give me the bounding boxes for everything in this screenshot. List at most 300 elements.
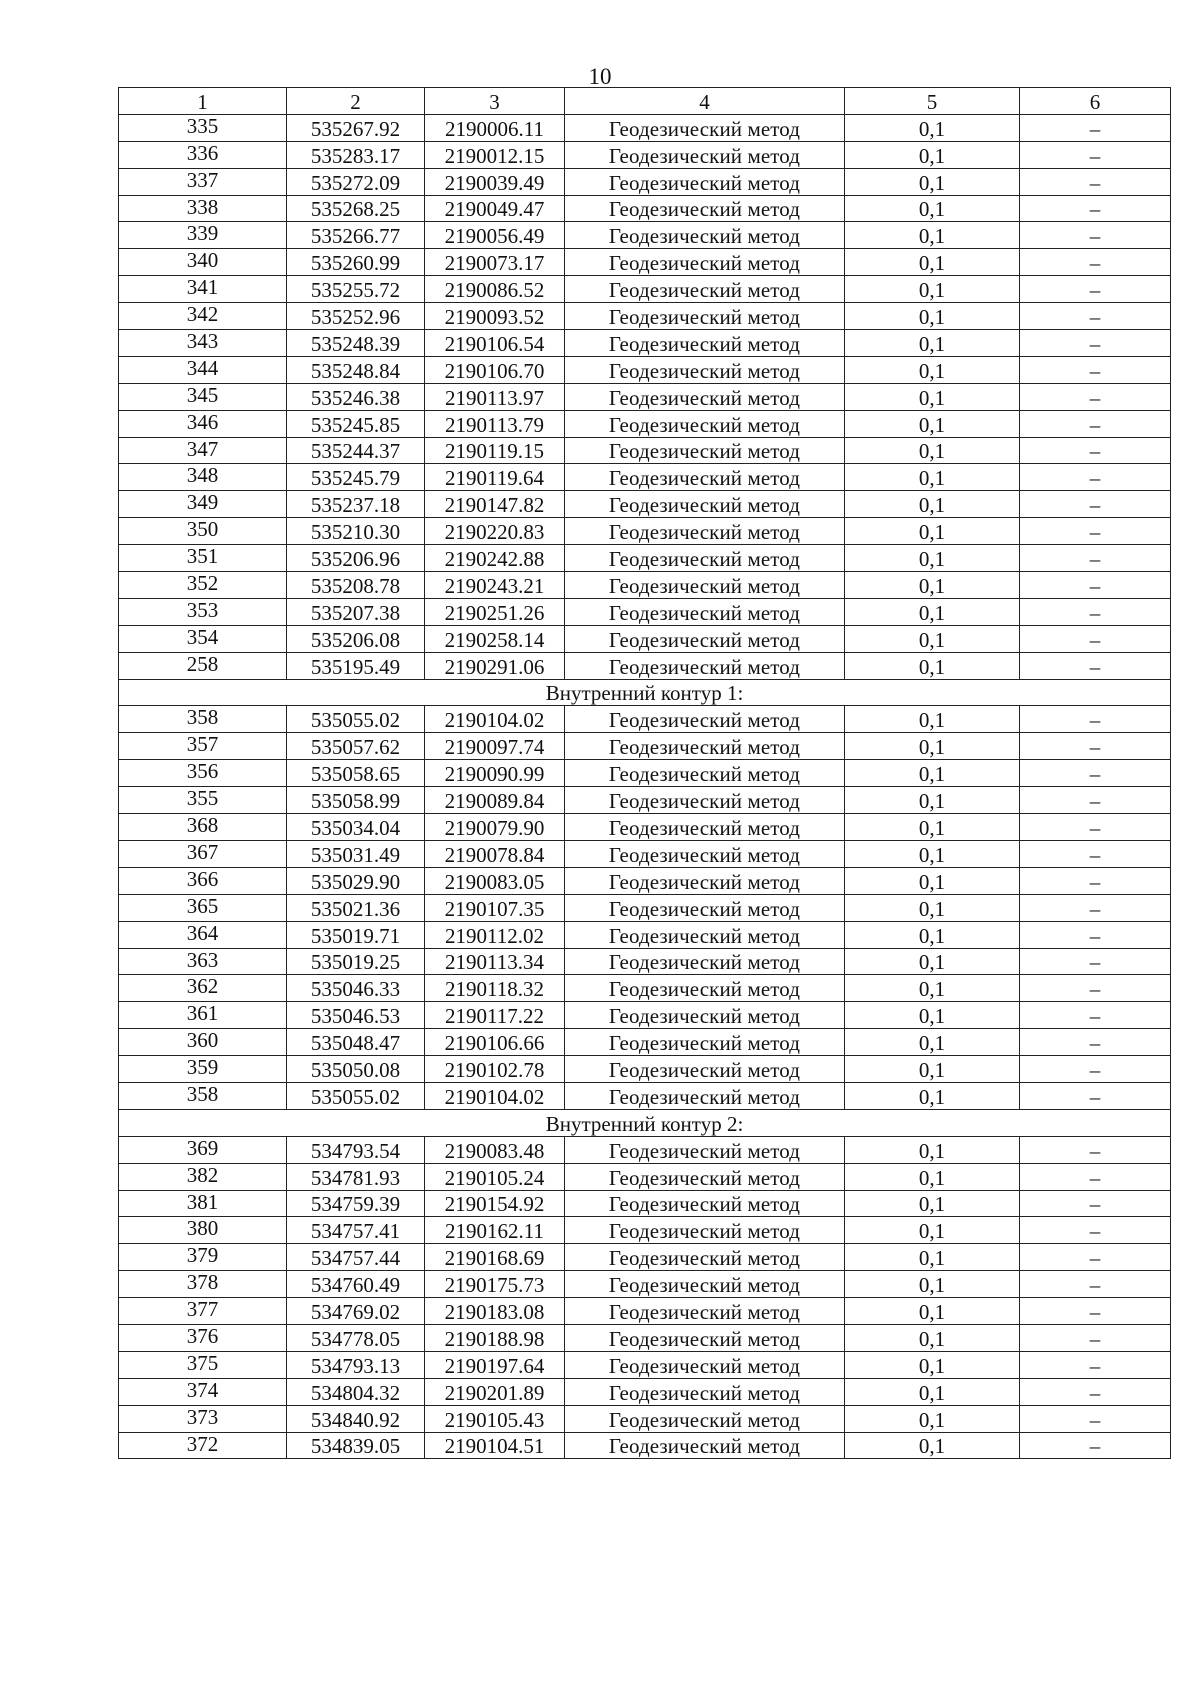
table-row — [119, 518, 1171, 545]
table-row — [119, 1082, 1171, 1109]
point-cell: 337 — [119, 168, 287, 195]
table-row — [119, 464, 1171, 491]
x-cell: 535046.33 — [287, 975, 425, 1002]
method-cell: Геодезический метод — [565, 1217, 845, 1244]
accuracy-cell: 0,1 — [845, 1271, 1020, 1298]
extra-cell: – — [1020, 383, 1171, 410]
table-row — [119, 652, 1171, 679]
method-cell: Геодезический метод — [565, 1029, 845, 1056]
y-cell: 2190220.83 — [425, 518, 565, 545]
extra-cell: – — [1020, 1378, 1171, 1405]
y-cell: 2190089.84 — [425, 787, 565, 814]
header-row — [119, 88, 1171, 115]
table-row — [119, 356, 1171, 383]
x-cell: 535195.49 — [287, 652, 425, 679]
method-cell: Геодезический метод — [565, 733, 845, 760]
x-cell: 535058.65 — [287, 760, 425, 787]
accuracy-cell: 0,1 — [845, 249, 1020, 276]
table-row — [119, 141, 1171, 168]
table-row — [119, 975, 1171, 1002]
accuracy-cell: 0,1 — [845, 975, 1020, 1002]
x-cell: 535057.62 — [287, 733, 425, 760]
header-cell: 3 — [425, 88, 565, 115]
extra-cell: – — [1020, 1271, 1171, 1298]
accuracy-cell: 0,1 — [845, 141, 1020, 168]
x-cell: 534760.49 — [287, 1271, 425, 1298]
extra-cell: – — [1020, 1082, 1171, 1109]
table-row — [119, 760, 1171, 787]
extra-cell: – — [1020, 330, 1171, 357]
accuracy-cell: 0,1 — [845, 356, 1020, 383]
extra-cell: – — [1020, 733, 1171, 760]
table-row — [119, 572, 1171, 599]
accuracy-cell: 0,1 — [845, 1002, 1020, 1029]
x-cell: 534839.05 — [287, 1432, 425, 1459]
table-row — [119, 249, 1171, 276]
point-cell: 359 — [119, 1056, 287, 1083]
y-cell: 2190104.02 — [425, 706, 565, 733]
extra-cell: – — [1020, 168, 1171, 195]
method-cell: Геодезический метод — [565, 1405, 845, 1432]
method-cell: Геодезический метод — [565, 1432, 845, 1459]
point-cell: 363 — [119, 948, 287, 975]
point-cell: 377 — [119, 1298, 287, 1325]
point-cell: 356 — [119, 760, 287, 787]
extra-cell: – — [1020, 1324, 1171, 1351]
table-row — [119, 410, 1171, 437]
extra-cell: – — [1020, 840, 1171, 867]
method-cell: Геодезический метод — [565, 276, 845, 303]
point-cell: 355 — [119, 787, 287, 814]
accuracy-cell: 0,1 — [845, 867, 1020, 894]
point-cell: 343 — [119, 330, 287, 357]
method-cell: Геодезический метод — [565, 303, 845, 330]
accuracy-cell: 0,1 — [845, 760, 1020, 787]
method-cell: Геодезический метод — [565, 572, 845, 599]
accuracy-cell: 0,1 — [845, 572, 1020, 599]
y-cell: 2190049.47 — [425, 195, 565, 222]
y-cell: 2190118.32 — [425, 975, 565, 1002]
x-cell: 534781.93 — [287, 1163, 425, 1190]
point-cell: 342 — [119, 303, 287, 330]
accuracy-cell: 0,1 — [845, 948, 1020, 975]
point-cell: 336 — [119, 141, 287, 168]
table-row — [119, 598, 1171, 625]
point-cell: 378 — [119, 1271, 287, 1298]
y-cell: 2190117.22 — [425, 1002, 565, 1029]
table-row — [119, 1351, 1171, 1378]
table-row — [119, 383, 1171, 410]
table-row — [119, 948, 1171, 975]
table-row — [119, 840, 1171, 867]
y-cell: 2190093.52 — [425, 303, 565, 330]
point-cell: 358 — [119, 1082, 287, 1109]
x-cell: 535266.77 — [287, 222, 425, 249]
extra-cell: – — [1020, 814, 1171, 841]
y-cell: 2190073.17 — [425, 249, 565, 276]
extra-cell: – — [1020, 303, 1171, 330]
point-cell: 361 — [119, 1002, 287, 1029]
table-row — [119, 330, 1171, 357]
table-row — [119, 733, 1171, 760]
y-cell: 2190197.64 — [425, 1351, 565, 1378]
y-cell: 2190106.54 — [425, 330, 565, 357]
point-cell: 347 — [119, 437, 287, 464]
y-cell: 2190175.73 — [425, 1271, 565, 1298]
x-cell: 535058.99 — [287, 787, 425, 814]
extra-cell: – — [1020, 625, 1171, 652]
y-cell: 2190106.66 — [425, 1029, 565, 1056]
y-cell: 2190079.90 — [425, 814, 565, 841]
method-cell: Геодезический метод — [565, 518, 845, 545]
x-cell: 535029.90 — [287, 867, 425, 894]
y-cell: 2190258.14 — [425, 625, 565, 652]
point-cell: 335 — [119, 114, 287, 141]
header-cell: 1 — [119, 88, 287, 115]
x-cell: 535260.99 — [287, 249, 425, 276]
point-cell: 358 — [119, 706, 287, 733]
extra-cell: – — [1020, 1056, 1171, 1083]
x-cell: 535267.92 — [287, 114, 425, 141]
y-cell: 2190251.26 — [425, 598, 565, 625]
accuracy-cell: 0,1 — [845, 330, 1020, 357]
x-cell: 535050.08 — [287, 1056, 425, 1083]
method-cell: Геодезический метод — [565, 1056, 845, 1083]
accuracy-cell: 0,1 — [845, 222, 1020, 249]
method-cell: Геодезический метод — [565, 706, 845, 733]
table-row — [119, 921, 1171, 948]
x-cell: 535248.84 — [287, 356, 425, 383]
point-cell: 352 — [119, 572, 287, 599]
x-cell: 535210.30 — [287, 518, 425, 545]
x-cell: 535034.04 — [287, 814, 425, 841]
point-cell: 367 — [119, 840, 287, 867]
y-cell: 2190102.78 — [425, 1056, 565, 1083]
table-row — [119, 1432, 1171, 1459]
accuracy-cell: 0,1 — [845, 1190, 1020, 1217]
extra-cell: – — [1020, 787, 1171, 814]
extra-cell: – — [1020, 1217, 1171, 1244]
method-cell: Геодезический метод — [565, 948, 845, 975]
extra-cell: – — [1020, 114, 1171, 141]
method-cell: Геодезический метод — [565, 760, 845, 787]
table-row — [119, 1405, 1171, 1432]
method-cell: Геодезический метод — [565, 464, 845, 491]
point-cell: 346 — [119, 410, 287, 437]
accuracy-cell: 0,1 — [845, 1378, 1020, 1405]
point-cell: 357 — [119, 733, 287, 760]
x-cell: 535208.78 — [287, 572, 425, 599]
y-cell: 2190168.69 — [425, 1244, 565, 1271]
y-cell: 2190107.35 — [425, 894, 565, 921]
x-cell: 535206.08 — [287, 625, 425, 652]
x-cell: 535206.96 — [287, 545, 425, 572]
x-cell: 535046.53 — [287, 1002, 425, 1029]
method-cell: Геодезический метод — [565, 1002, 845, 1029]
method-cell: Геодезический метод — [565, 598, 845, 625]
table-row — [119, 1056, 1171, 1083]
accuracy-cell: 0,1 — [845, 303, 1020, 330]
method-cell: Геодезический метод — [565, 894, 845, 921]
extra-cell: – — [1020, 1002, 1171, 1029]
extra-cell: – — [1020, 410, 1171, 437]
x-cell: 534793.13 — [287, 1351, 425, 1378]
extra-cell: – — [1020, 437, 1171, 464]
point-cell: 258 — [119, 652, 287, 679]
extra-cell: – — [1020, 867, 1171, 894]
section-title: Внутренний контур 1: — [119, 679, 1171, 706]
y-cell: 2190113.97 — [425, 383, 565, 410]
y-cell: 2190012.15 — [425, 141, 565, 168]
accuracy-cell: 0,1 — [845, 114, 1020, 141]
point-cell: 339 — [119, 222, 287, 249]
y-cell: 2190119.64 — [425, 464, 565, 491]
extra-cell: – — [1020, 598, 1171, 625]
point-cell: 369 — [119, 1136, 287, 1163]
x-cell: 534840.92 — [287, 1405, 425, 1432]
x-cell: 535055.02 — [287, 706, 425, 733]
page-number: 10 — [588, 64, 612, 89]
y-cell: 2190105.24 — [425, 1163, 565, 1190]
accuracy-cell: 0,1 — [845, 1432, 1020, 1459]
method-cell: Геодезический метод — [565, 1271, 845, 1298]
y-cell: 2190154.92 — [425, 1190, 565, 1217]
accuracy-cell: 0,1 — [845, 733, 1020, 760]
x-cell: 535255.72 — [287, 276, 425, 303]
accuracy-cell: 0,1 — [845, 787, 1020, 814]
table-row — [119, 1190, 1171, 1217]
y-cell: 2190083.48 — [425, 1136, 565, 1163]
point-cell: 345 — [119, 383, 287, 410]
x-cell: 534769.02 — [287, 1298, 425, 1325]
extra-cell: – — [1020, 1351, 1171, 1378]
table-row — [119, 437, 1171, 464]
table-row — [119, 625, 1171, 652]
point-cell: 353 — [119, 598, 287, 625]
point-cell: 365 — [119, 894, 287, 921]
point-cell: 364 — [119, 921, 287, 948]
coordinates-table — [118, 87, 1171, 1459]
point-cell: 382 — [119, 1163, 287, 1190]
x-cell: 534759.39 — [287, 1190, 425, 1217]
method-cell: Геодезический метод — [565, 652, 845, 679]
table-row — [119, 1217, 1171, 1244]
y-cell: 2190119.15 — [425, 437, 565, 464]
y-cell: 2190090.99 — [425, 760, 565, 787]
method-cell: Геодезический метод — [565, 1163, 845, 1190]
method-cell: Геодезический метод — [565, 168, 845, 195]
method-cell: Геодезический метод — [565, 1136, 845, 1163]
extra-cell: – — [1020, 276, 1171, 303]
table-row — [119, 168, 1171, 195]
point-cell: 348 — [119, 464, 287, 491]
table-row — [119, 1244, 1171, 1271]
accuracy-cell: 0,1 — [845, 598, 1020, 625]
accuracy-cell: 0,1 — [845, 464, 1020, 491]
table-row — [119, 1298, 1171, 1325]
extra-cell: – — [1020, 141, 1171, 168]
x-cell: 535019.25 — [287, 948, 425, 975]
y-cell: 2190086.52 — [425, 276, 565, 303]
method-cell: Геодезический метод — [565, 222, 845, 249]
y-cell: 2190183.08 — [425, 1298, 565, 1325]
point-cell: 375 — [119, 1351, 287, 1378]
accuracy-cell: 0,1 — [845, 625, 1020, 652]
x-cell: 534804.32 — [287, 1378, 425, 1405]
header-cell: 5 — [845, 88, 1020, 115]
accuracy-cell: 0,1 — [845, 491, 1020, 518]
x-cell: 535048.47 — [287, 1029, 425, 1056]
x-cell: 534793.54 — [287, 1136, 425, 1163]
accuracy-cell: 0,1 — [845, 1163, 1020, 1190]
method-cell: Геодезический метод — [565, 1082, 845, 1109]
accuracy-cell: 0,1 — [845, 921, 1020, 948]
point-cell: 344 — [119, 356, 287, 383]
accuracy-cell: 0,1 — [845, 276, 1020, 303]
method-cell: Геодезический метод — [565, 330, 845, 357]
point-cell: 372 — [119, 1432, 287, 1459]
method-cell: Геодезический метод — [565, 1324, 845, 1351]
extra-cell: – — [1020, 1190, 1171, 1217]
table-row — [119, 814, 1171, 841]
extra-cell: – — [1020, 948, 1171, 975]
y-cell: 2190201.89 — [425, 1378, 565, 1405]
extra-cell: – — [1020, 652, 1171, 679]
x-cell: 535055.02 — [287, 1082, 425, 1109]
y-cell: 2190105.43 — [425, 1405, 565, 1432]
point-cell: 362 — [119, 975, 287, 1002]
method-cell: Геодезический метод — [565, 787, 845, 814]
method-cell: Геодезический метод — [565, 1378, 845, 1405]
accuracy-cell: 0,1 — [845, 1351, 1020, 1378]
header-cell: 6 — [1020, 88, 1171, 115]
method-cell: Геодезический метод — [565, 921, 845, 948]
x-cell: 535245.79 — [287, 464, 425, 491]
table-row — [119, 195, 1171, 222]
method-cell: Геодезический метод — [565, 249, 845, 276]
point-cell: 341 — [119, 276, 287, 303]
method-cell: Геодезический метод — [565, 975, 845, 1002]
extra-cell: – — [1020, 545, 1171, 572]
y-cell: 2190104.51 — [425, 1432, 565, 1459]
accuracy-cell: 0,1 — [845, 195, 1020, 222]
x-cell: 535252.96 — [287, 303, 425, 330]
accuracy-cell: 0,1 — [845, 410, 1020, 437]
accuracy-cell: 0,1 — [845, 545, 1020, 572]
y-cell: 2190006.11 — [425, 114, 565, 141]
table-row — [119, 1136, 1171, 1163]
y-cell: 2190112.02 — [425, 921, 565, 948]
point-cell: 360 — [119, 1029, 287, 1056]
accuracy-cell: 0,1 — [845, 1244, 1020, 1271]
table-row — [119, 1271, 1171, 1298]
accuracy-cell: 0,1 — [845, 1298, 1020, 1325]
section-title: Внутренний контур 2: — [119, 1109, 1171, 1136]
method-cell: Геодезический метод — [565, 356, 845, 383]
point-cell: 349 — [119, 491, 287, 518]
extra-cell: – — [1020, 356, 1171, 383]
y-cell: 2190113.79 — [425, 410, 565, 437]
extra-cell: – — [1020, 1244, 1171, 1271]
table-row — [119, 1378, 1171, 1405]
x-cell: 534778.05 — [287, 1324, 425, 1351]
x-cell: 535021.36 — [287, 894, 425, 921]
table-row — [119, 1324, 1171, 1351]
point-cell: 350 — [119, 518, 287, 545]
method-cell: Геодезический метод — [565, 545, 845, 572]
x-cell: 535246.38 — [287, 383, 425, 410]
accuracy-cell: 0,1 — [845, 652, 1020, 679]
accuracy-cell: 0,1 — [845, 1029, 1020, 1056]
method-cell: Геодезический метод — [565, 114, 845, 141]
accuracy-cell: 0,1 — [845, 840, 1020, 867]
accuracy-cell: 0,1 — [845, 1136, 1020, 1163]
y-cell: 2190188.98 — [425, 1324, 565, 1351]
point-cell: 379 — [119, 1244, 287, 1271]
table-row — [119, 787, 1171, 814]
point-cell: 368 — [119, 814, 287, 841]
method-cell: Геодезический метод — [565, 437, 845, 464]
table-row — [119, 491, 1171, 518]
extra-cell: – — [1020, 894, 1171, 921]
y-cell: 2190039.49 — [425, 168, 565, 195]
point-cell: 351 — [119, 545, 287, 572]
x-cell: 535245.85 — [287, 410, 425, 437]
method-cell: Геодезический метод — [565, 1190, 845, 1217]
accuracy-cell: 0,1 — [845, 437, 1020, 464]
extra-cell: – — [1020, 706, 1171, 733]
section-title-row — [119, 1109, 1171, 1136]
accuracy-cell: 0,1 — [845, 1405, 1020, 1432]
x-cell: 535272.09 — [287, 168, 425, 195]
y-cell: 2190056.49 — [425, 222, 565, 249]
method-cell: Геодезический метод — [565, 867, 845, 894]
y-cell: 2190113.34 — [425, 948, 565, 975]
extra-cell: – — [1020, 975, 1171, 1002]
x-cell: 535248.39 — [287, 330, 425, 357]
x-cell: 535268.25 — [287, 195, 425, 222]
y-cell: 2190083.05 — [425, 867, 565, 894]
section-title-row — [119, 679, 1171, 706]
x-cell: 534757.44 — [287, 1244, 425, 1271]
y-cell: 2190104.02 — [425, 1082, 565, 1109]
table-header — [119, 88, 1171, 115]
x-cell: 535244.37 — [287, 437, 425, 464]
accuracy-cell: 0,1 — [845, 383, 1020, 410]
x-cell: 535031.49 — [287, 840, 425, 867]
y-cell: 2190162.11 — [425, 1217, 565, 1244]
table-row — [119, 1029, 1171, 1056]
header-cell: 2 — [287, 88, 425, 115]
extra-cell: – — [1020, 1298, 1171, 1325]
x-cell: 535019.71 — [287, 921, 425, 948]
table-row — [119, 545, 1171, 572]
point-cell: 354 — [119, 625, 287, 652]
point-cell: 338 — [119, 195, 287, 222]
method-cell: Геодезический метод — [565, 383, 845, 410]
x-cell: 534757.41 — [287, 1217, 425, 1244]
table-row — [119, 303, 1171, 330]
table-row — [119, 706, 1171, 733]
point-cell: 373 — [119, 1405, 287, 1432]
extra-cell: – — [1020, 760, 1171, 787]
method-cell: Геодезический метод — [565, 491, 845, 518]
y-cell: 2190291.06 — [425, 652, 565, 679]
extra-cell: – — [1020, 921, 1171, 948]
point-cell: 340 — [119, 249, 287, 276]
y-cell: 2190243.21 — [425, 572, 565, 599]
accuracy-cell: 0,1 — [845, 1082, 1020, 1109]
